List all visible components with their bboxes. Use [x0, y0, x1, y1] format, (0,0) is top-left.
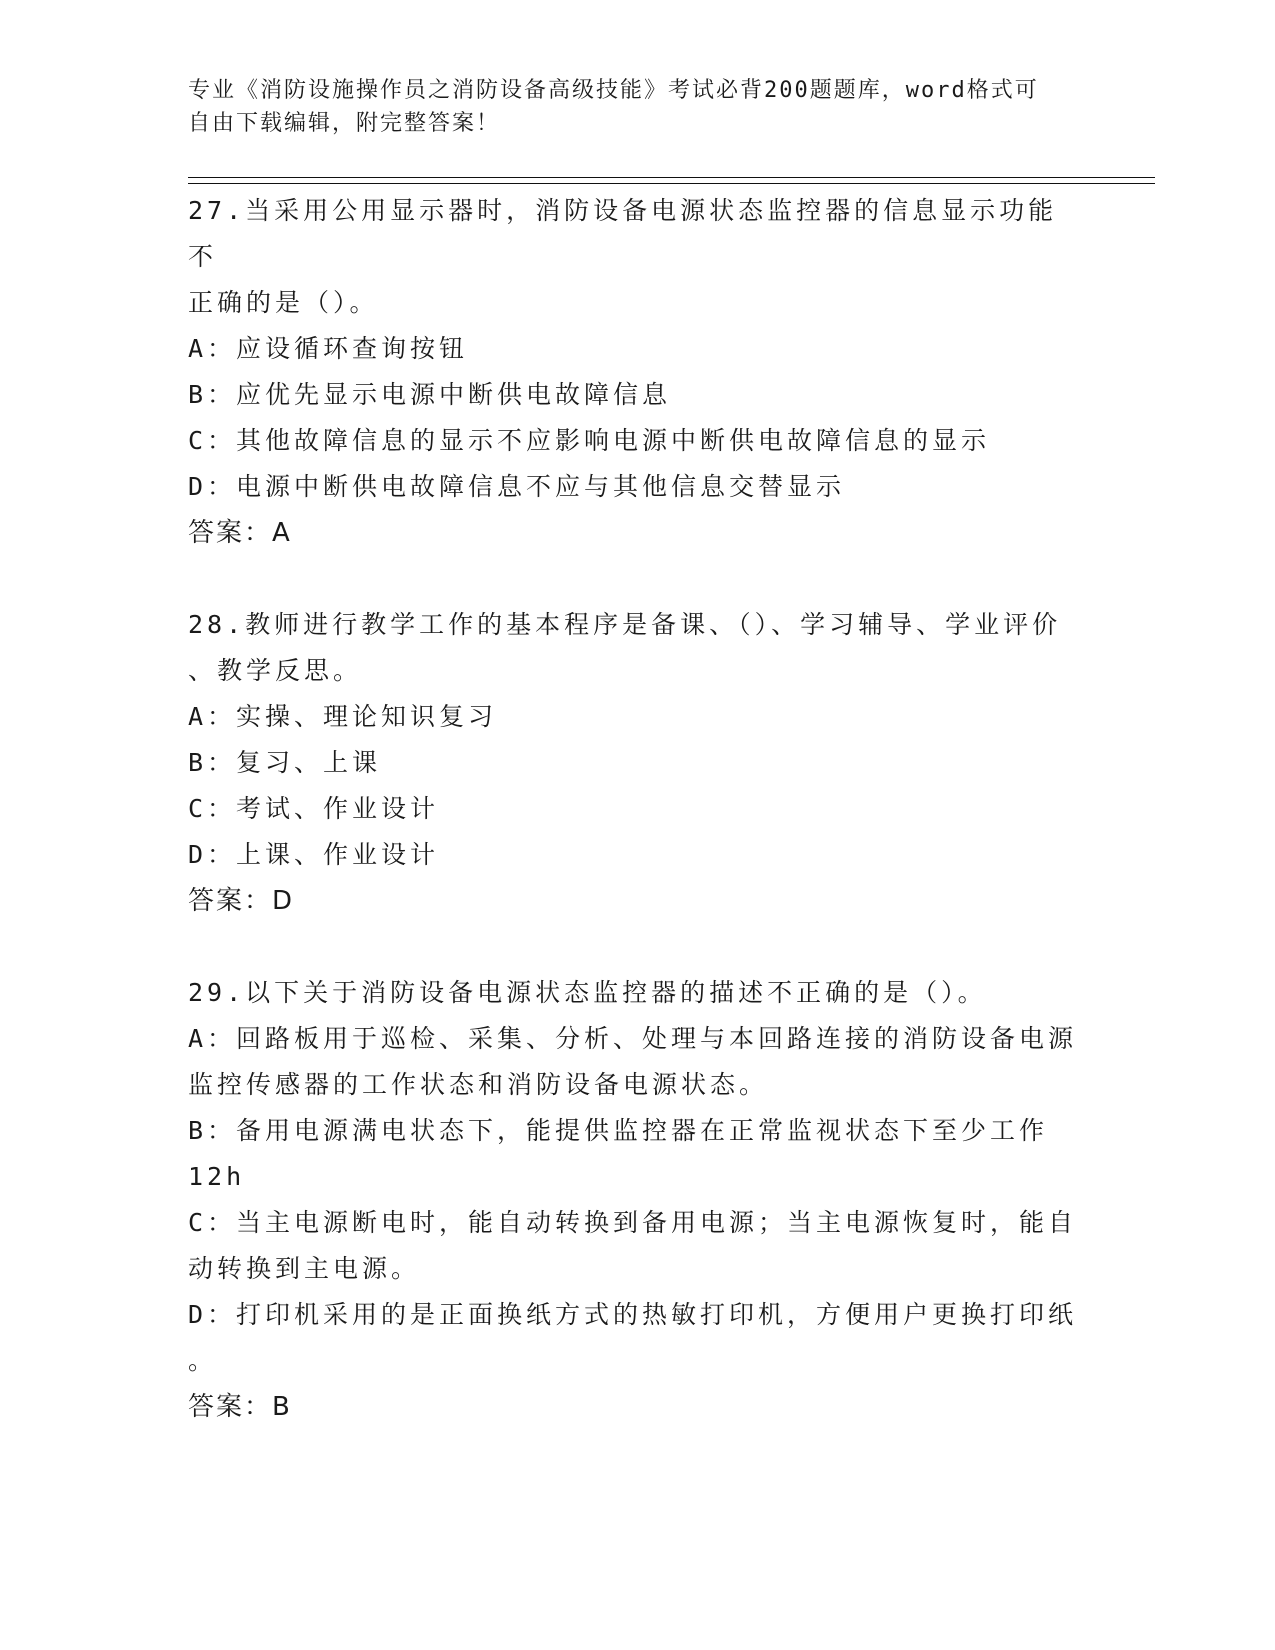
option-line: A：实操、理论知识复习 [188, 702, 498, 731]
option-line: A：应设循环查询按钮 [188, 334, 469, 363]
option-line: B：备用电源满电状态下，能提供监控器在正常监视状态下至少工作 [188, 1116, 1049, 1145]
option-line: A：回路板用于巡检、采集、分析、处理与本回路连接的消防设备电源 [188, 1024, 1078, 1053]
option-line: B：复习、上课 [188, 748, 382, 777]
option-line: D：电源中断供电故障信息不应与其他信息交替显示 [188, 472, 846, 501]
answer-line: 答案：B [188, 1392, 292, 1422]
option-line: D：打印机采用的是正面换纸方式的热敏打印机，方便用户更换打印纸 [188, 1300, 1078, 1329]
question-block [188, 970, 1078, 1430]
question-stem-line: 27.当采用公用显示器时，消防设备电源状态监控器的信息显示功能不 [188, 196, 1058, 271]
question-stem-line: 28.教师进行教学工作的基本程序是备课、（）、学习辅导、学业评价 [188, 610, 1062, 639]
option-line: 监控传感器的工作状态和消防设备电源状态。 [188, 1070, 769, 1099]
question-stem-line: 、教学反思。 [188, 656, 363, 685]
question-stem-line: 29.以下关于消防设备电源状态监控器的描述不正确的是（）。 [188, 978, 987, 1007]
header-line-2: 自由下载编辑，附完整答案！ [188, 111, 501, 136]
document-header [188, 74, 1068, 140]
option-line: 。 [188, 1346, 218, 1375]
option-line: C：当主电源断电时，能自动转换到备用电源；当主电源恢复时，能自 [188, 1208, 1078, 1237]
header-divider-top [188, 177, 1155, 178]
question-block [188, 602, 1078, 924]
question-block [188, 188, 1078, 556]
header-line-1: 专业《消防设施操作员之消防设备高级技能》考试必背200题题库，word格式可 [188, 78, 1039, 103]
option-line: D：上课、作业设计 [188, 840, 440, 869]
answer-line: 答案：A [188, 518, 292, 548]
header-divider-bottom [188, 183, 1155, 184]
option-line: 动转换到主电源。 [188, 1254, 421, 1283]
question-list [188, 188, 1078, 1476]
option-line: C：其他故障信息的显示不应影响电源中断供电故障信息的显示 [188, 426, 991, 455]
question-stem-line: 正确的是（）。 [188, 288, 379, 317]
answer-line: 答案：D [188, 886, 295, 916]
option-line: B：应优先显示电源中断供电故障信息 [188, 380, 672, 409]
option-line: 12h [188, 1162, 246, 1191]
option-line: C：考试、作业设计 [188, 794, 440, 823]
